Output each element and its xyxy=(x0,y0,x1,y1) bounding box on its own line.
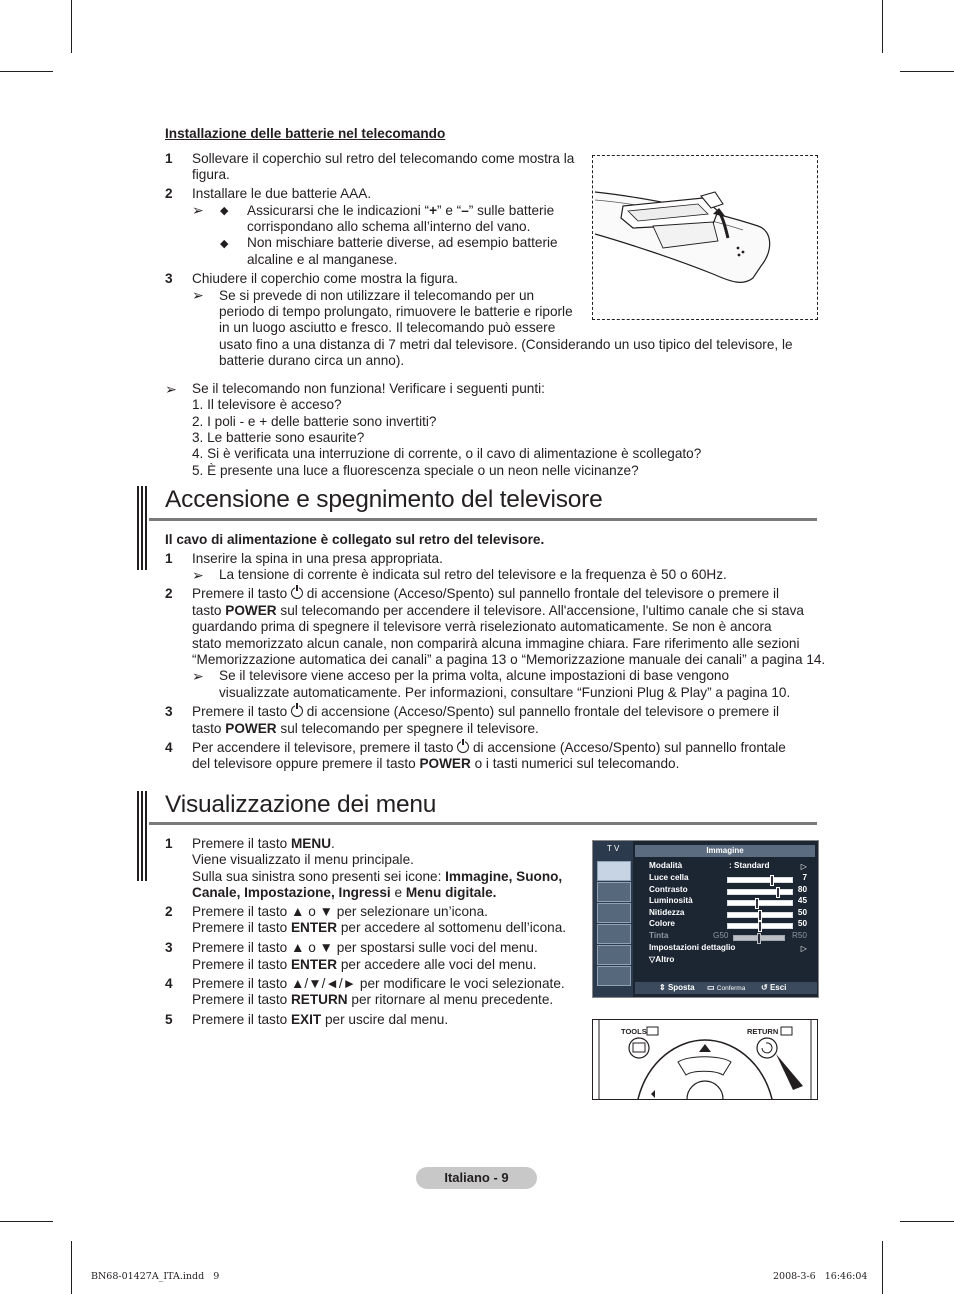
note-text: alcaline e al manganese. xyxy=(247,252,398,267)
note-arrow-icon: ➢ xyxy=(165,381,177,397)
slider-knob xyxy=(755,898,759,909)
step-text: stato memorizzato alcun canale, non comparirà alcuna immagine chiara. Fare riferimento alle sezioni xyxy=(192,636,800,651)
return-label: RETURN xyxy=(747,1027,779,1036)
slider-knob xyxy=(757,933,761,944)
note-arrow-icon: ➢ xyxy=(192,567,204,583)
section-marker xyxy=(137,486,149,570)
trouble-text: Se il telecomando non funziona! Verificare i seguenti punti: xyxy=(192,381,545,396)
menu-row: Contrasto 80 xyxy=(649,885,807,894)
battery-heading: Installazione delle batterie nel telecomando xyxy=(165,126,446,141)
step-number: 5 xyxy=(165,1012,173,1027)
note-text: periodo di tempo prolungato, rimuovere le batterie e riporle xyxy=(219,304,573,319)
section-title: Visualizzazione dei menu xyxy=(165,791,437,818)
slider-bar xyxy=(727,900,793,906)
step-text: Viene visualizzato il menu principale. xyxy=(192,852,414,867)
crop-mark xyxy=(71,0,72,53)
note-text: La tensione di corrente è indicata sul retro del televisore e la frequenza è 50 o 60Hz. xyxy=(219,567,727,582)
step-text: Per accendere il televisore, premere il tasto di accensione (Acceso/Spento) sul pannello frontale xyxy=(192,740,786,755)
step-text: Premere il tasto di accensione (Acceso/Spento) sul pannello frontale del televisore o premere il xyxy=(192,586,780,601)
menu-row: Colore 50 xyxy=(649,919,807,928)
section-title: Accensione e spegnimento del televisore xyxy=(165,486,603,513)
menu-row: Tinta G50 R50 xyxy=(649,931,807,940)
step-text: Premere il tasto EXIT per uscire dal menu. xyxy=(192,1012,449,1027)
print-date-info: 2008-3-6 16:46:04 xyxy=(773,1271,868,1282)
step-number: 1 xyxy=(165,836,173,851)
crop-mark xyxy=(71,1241,72,1294)
step-text: Inserire la spina in una presa appropriata. xyxy=(192,551,443,566)
remote-back-image xyxy=(593,156,817,319)
note-text: Assicurarsi che le indicazioni “+” e “–” sulle batterie xyxy=(247,203,555,218)
setup-icon xyxy=(597,924,631,944)
crop-mark xyxy=(882,0,883,53)
step-text: Premere il tasto ENTER per accedere alle voci del menu. xyxy=(192,957,537,972)
tv-label: T V xyxy=(607,844,620,853)
crop-mark xyxy=(0,71,53,72)
note-text: batterie durano circa un anno). xyxy=(219,353,405,368)
step-number: 1 xyxy=(165,551,173,566)
step-text: Premere il tasto ▲ o ▼ per spostarsi sulle voci del menu. xyxy=(192,940,538,955)
input-icon xyxy=(597,945,631,965)
section-marker xyxy=(137,791,149,881)
channel-icon xyxy=(597,903,631,923)
note-text: visualizzate automaticamente. Per informazioni, consultare “Funzioni Plug & Play” a pagina 10. xyxy=(219,685,791,700)
step-text: Premere il tasto ▲ o ▼ per selezionare un’icona. xyxy=(192,904,488,919)
menu-row: Luce cella 7 xyxy=(649,873,807,882)
note-text: in un luogo asciutto e fresco. Il telecomando può essere xyxy=(219,320,556,335)
slider-knob xyxy=(770,875,774,886)
step-text: Canale, Impostazione, Ingressi e Menu digitale. xyxy=(192,885,497,900)
power-icon xyxy=(291,587,303,599)
picture-icon xyxy=(597,861,631,881)
bullet-icon: ◆ xyxy=(220,238,229,250)
remote-buttons-image xyxy=(593,1020,817,1099)
menu-row: Nitidezza 50 xyxy=(649,908,807,917)
crop-mark xyxy=(900,71,954,72)
crop-mark xyxy=(0,1221,53,1222)
step-number: 2 xyxy=(165,186,173,201)
step-number: 4 xyxy=(165,976,173,991)
step-text: Sulla sua sinistra sono presenti sei icone: Immagine, Suono, xyxy=(192,869,563,884)
note-arrow-icon: ➢ xyxy=(192,202,204,218)
trouble-text: 3. Le batterie sono esaurite? xyxy=(192,430,365,445)
step-text: tasto POWER sul telecomando per accendere il televisore. All'accensione, l'ultimo canale che si stava xyxy=(192,603,804,618)
digital-menu-icon xyxy=(597,966,631,986)
slider-bar xyxy=(733,935,785,941)
page-label: Italiano - 9 xyxy=(416,1167,537,1189)
slider-knob xyxy=(776,887,780,898)
section-rule xyxy=(149,822,817,825)
step-number: 3 xyxy=(165,704,173,719)
step-text: Installare le due batterie AAA. xyxy=(192,186,372,201)
slider-bar xyxy=(727,912,793,918)
tools-label: TOOLS xyxy=(621,1027,647,1036)
step-text: figura. xyxy=(192,167,230,182)
menu-row: Impostazioni dettaglio ▷ xyxy=(649,943,807,953)
step-text: “Memorizzazione automatica dei canali” a pagina 13 o “Memorizzazione manuale dei canali” a pagina 14. xyxy=(192,652,826,667)
slider-knob xyxy=(758,921,762,932)
step-number: 3 xyxy=(165,940,173,955)
power-icon xyxy=(291,705,303,717)
step-text: Premere il tasto RETURN per ritornare al menu precedente. xyxy=(192,992,554,1007)
menu-row: ▽Altro xyxy=(649,955,675,964)
print-file-info: BN68-01427A_ITA.indd 9 xyxy=(91,1271,220,1282)
remote-buttons-illustration xyxy=(592,1019,818,1100)
step-text: Sollevare il coperchio sul retro del telecomando come mostra la xyxy=(192,151,575,166)
power-icon xyxy=(457,741,469,753)
note-text: Se il televisore viene acceso per la prima volta, alcune impostazioni di base vengono xyxy=(219,668,730,683)
step-number: 1 xyxy=(165,151,173,166)
crop-mark xyxy=(900,1221,954,1222)
note-text: Non mischiare batterie diverse, ad esempio batterie xyxy=(247,235,558,250)
step-text: Chiudere il coperchio come mostra la figura. xyxy=(192,271,458,286)
slider-bar xyxy=(727,889,793,895)
slider-bar xyxy=(727,923,793,929)
crop-mark xyxy=(882,1241,883,1294)
note-text: usato fino a una distanza di 7 metri dal televisore. (Considerando un uso tipico del televisore, le xyxy=(219,337,793,352)
tv-menu-screenshot xyxy=(592,840,819,998)
step-text: Premere il tasto MENU. xyxy=(192,836,335,851)
step-number: 2 xyxy=(165,586,173,601)
step-text: Premere il tasto di accensione (Acceso/Spento) sul pannello frontale del televisore o premere il xyxy=(192,704,780,719)
step-text: del televisore oppure premere il tasto POWER o i tasti numerici sul telecomando. xyxy=(192,756,680,771)
bullet-icon: ◆ xyxy=(220,205,229,217)
slider-knob xyxy=(758,910,762,921)
note-arrow-icon: ➢ xyxy=(192,287,204,303)
note-text: Se si prevede di non utilizzare il telecomando per un xyxy=(219,288,535,303)
slider-bar xyxy=(727,877,793,883)
menu-footer: ⇕ Sposta ▭ Conferma ↺ Esci xyxy=(635,982,817,994)
step-number: 4 xyxy=(165,740,173,755)
trouble-text: 2. I poli - e + delle batterie sono invertiti? xyxy=(192,414,437,429)
section-rule xyxy=(149,518,817,521)
remote-battery-illustration xyxy=(592,155,818,320)
step-number: 3 xyxy=(165,271,173,286)
menu-header: Immagine xyxy=(635,845,815,857)
step-text: Premere il tasto ▲/▼/◄/► per modificare le voci selezionate. xyxy=(192,976,565,991)
step-text: Premere il tasto ENTER per accedere al sottomenu dell’icona. xyxy=(192,920,567,935)
note-arrow-icon: ➢ xyxy=(192,668,204,684)
sound-icon xyxy=(597,882,631,902)
step-text: guardando prima di spegnere il televisore verrà riselezionato automaticamente. Se non è ancora xyxy=(192,619,772,634)
step-text: tasto POWER sul telecomando per spegnere il televisore. xyxy=(192,721,539,736)
step-number: 2 xyxy=(165,904,173,919)
trouble-text: 5. È presente una luce a fluorescenza speciale o un neon nelle vicinanze? xyxy=(192,463,639,478)
trouble-text: 4. Si è verificata una interruzione di corrente, o il cavo di alimentazione è scollegato? xyxy=(192,446,702,461)
note-text: corrispondano allo schema all’interno del vano. xyxy=(247,219,531,234)
trouble-text: 1. Il televisore è acceso? xyxy=(192,397,342,412)
menu-row: Modalità : Standard ▷ xyxy=(649,861,807,871)
power-subhead: Il cavo di alimentazione è collegato sul retro del televisore. xyxy=(165,532,545,547)
menu-row: Luminosità 45 xyxy=(649,896,807,905)
